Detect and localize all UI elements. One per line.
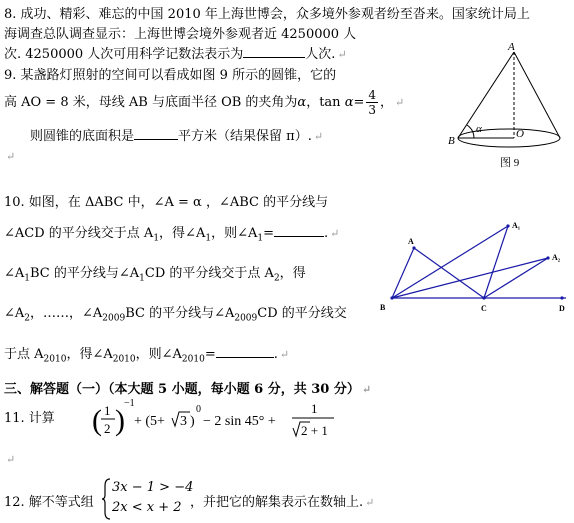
cone-generatrix-left [458,52,514,138]
fig9-label-B: B [448,135,455,147]
fig10-label-B: B [380,303,386,312]
tan-fraction: $\frac{4}{3}$ [368,88,377,117]
q12-tail: ，并把它的解集表示在数轴上. ↵ [190,495,375,510]
q9-line2: 高 AO = 8 米，母线 AB 与底面半径 OB 的夹角为α，tan α= $\frac{4}{3}$ ， ↵ [4,88,405,117]
frac2-den: 2 + 1 [301,423,328,438]
paragraph-mark-icon: ↵ [365,496,375,509]
fig10-label-D: D [559,304,565,313]
cone-generatrix-right [514,52,560,138]
q10-line1: 10. 如图，在 ΔABC 中，∠A = α ，∠ABC 的平分线与 [4,195,329,210]
plus-five: + (5+ [134,414,165,429]
frac1-num: 1 [104,403,111,418]
figure-9-cone [448,40,568,172]
q10-line4: $\angle A_2$，……，$\angle A_{2009}BC$ 的平分线与$\angle A_{2009}CD$ 的平分线交 [4,306,347,324]
paragraph-mark-icon: ↵ [361,383,372,396]
fig10-label-A: A [408,237,414,246]
q12-label: 12. 解不等式组 [4,495,94,510]
point-B [390,296,393,299]
frac2-num: 1 [311,401,318,416]
sqrt3-radicand: 3 [180,414,187,429]
q10-answer1-blank[interactable] [274,224,324,237]
segment-A-C [414,248,484,298]
fig9-label-O: O [516,128,524,140]
paragraph-mark-icon: ↵ [337,48,347,61]
q11-label: 11. 计算 [4,411,55,426]
q8-line1: 8. 成功、精彩、难忘的中国 2010 年上海世博会，众多境外参观者纷至沓来。国家统计局上 [4,7,530,22]
paragraph-mark-icon: ↵ [6,150,16,163]
q10-answer2-blank[interactable] [216,345,274,358]
point-A2 [546,256,549,259]
q10-line2: ∠ACD 的平分线交于点 $A_1$，得$\angle A_1$，则$\angle A_1=$ . ↵ [4,226,340,244]
inequality-1: 3x − 1 > −4 [112,480,194,495]
inequality-2: 2x < x + 2 [112,500,182,515]
q12-brace [101,478,111,520]
empty-line [4,452,15,467]
angle-arc [467,125,474,138]
segment-C-A1 [484,226,508,298]
point-C [482,296,485,299]
paragraph-mark-icon: ↵ [330,227,340,240]
point-A1 [506,224,509,227]
fig9-label-alpha: α [476,123,482,135]
figure-10-bisectors [376,216,572,316]
fig10-label-C: C [481,304,487,313]
fig9-caption: 图 9 [500,157,520,169]
empty-line [4,149,15,164]
right-paren: ) [115,404,125,437]
q8-answer-blank[interactable] [243,45,305,58]
q9-answer-blank[interactable] [134,127,178,140]
section-3-heading: 三、解答题（一）（本大题 5 小题，每小题 6 分，共 30 分） ↵ [4,382,372,397]
point-A [412,246,415,249]
q8-line3: 次. 4250000 人次可用科学记数法表示为 人次. ↵ [4,47,347,62]
close-paren: ) [190,414,195,429]
q12-inequalities [112,478,193,518]
minus-sin: − 2 sin 45° + [203,414,276,429]
frac1-den: 2 [104,421,111,436]
q10-line5: 于点 $A_{2010}$，得$\angle A_{2010}$，则$\angle A_{2010}=$ . ↵ [4,347,290,365]
exp-neg1: −1 [124,398,135,409]
q8-line2: 海调查总队调查显示：上海世博会境外参观者近 4250000 人 [4,27,357,42]
q11-expression [90,396,340,444]
paragraph-mark-icon: ↵ [395,96,405,109]
fig10-label-A1: A₁ [512,221,521,230]
segment-C-A2 [484,258,548,298]
q9-line3: 则圆锥的底面积是 平方米（结果保留 π）. ↵ [30,129,324,144]
paragraph-mark-icon: ↵ [313,130,324,143]
left-paren: ( [92,404,102,437]
exp0: 0 [196,404,201,415]
fig9-label-A: A [508,41,515,53]
q9-line1: 9. 某盏路灯照射的空间可以看成如图 9 所示的圆锥，它的 [4,68,337,83]
fig10-label-A2: A₂ [552,253,561,262]
paragraph-mark-icon: ↵ [279,348,290,361]
paragraph-mark-icon: ↵ [6,453,16,466]
q10-line3: $\angle A_1BC$ 的平分线与$\angle A_1CD$ 的平分线交于点 $A_2$，得 [4,266,306,284]
segment-B-A2 [392,258,548,298]
point-D [560,296,563,299]
